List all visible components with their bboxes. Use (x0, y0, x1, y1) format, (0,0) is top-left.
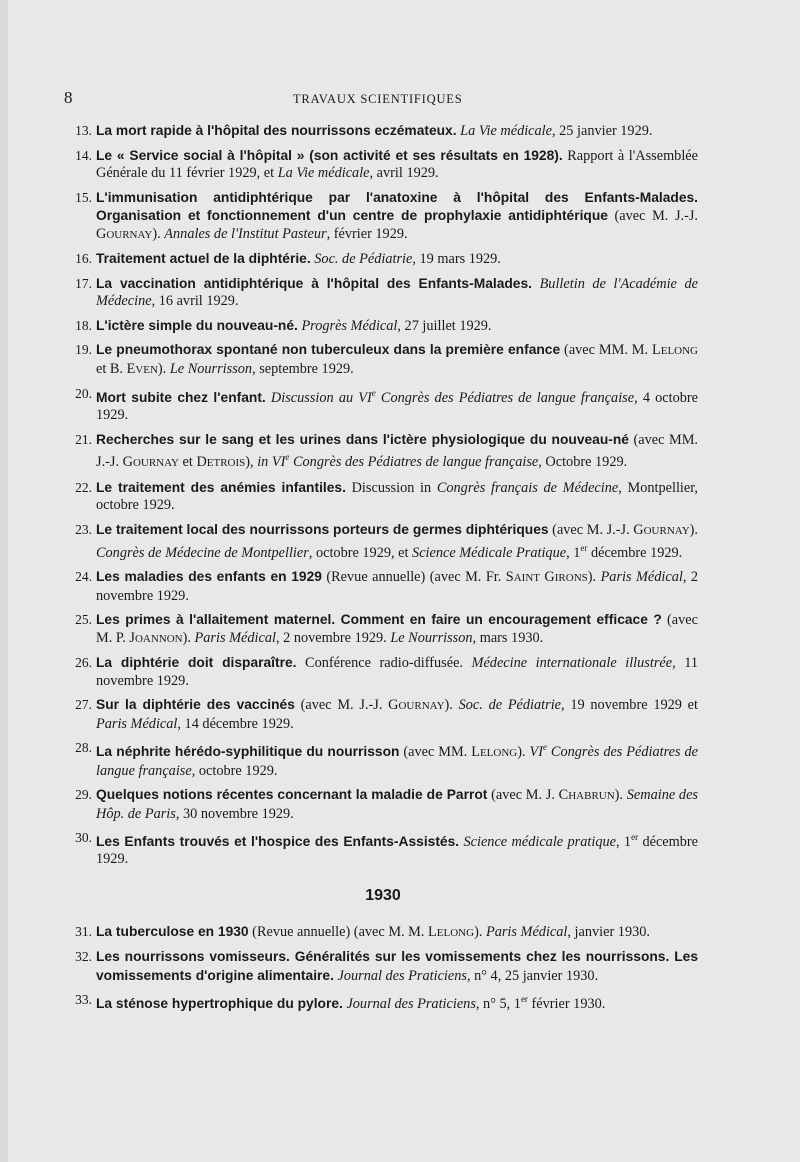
entry-title: Sur la diphtérie des vaccinés (96, 697, 295, 713)
bibliography-list (58, 122, 698, 1020)
bibliography-entry (58, 385, 698, 425)
entry-title: Le traitement local des nourrissons porteurs de germes diphtériques (96, 521, 549, 537)
bibliography-entry (58, 568, 698, 605)
entry-citation: Journal des Praticiens, n° 5, 1er février 1930. (346, 994, 606, 1013)
entry-citation: (avec M. J.-J. GOURNAY). Congrès de Médecine de Montpellier, octobre 1929, et Science Médicale Pratique, 1er décembre 1929. (96, 521, 698, 561)
entry-citation: Progrès Médical, 27 juillet 1929. (301, 317, 492, 334)
entry-number: 25. (75, 612, 92, 628)
entry-number: 17. (75, 275, 92, 291)
entry-number: 19. (75, 342, 92, 357)
entry-number: 24. (75, 569, 92, 585)
bibliography-entry (58, 991, 698, 1013)
entry-title: Traitement actuel de la diphtérie. (96, 251, 311, 266)
entry-number: 14. (75, 147, 92, 163)
entry-citation: (Revue annuelle) (avec M. Fr. SAINT GIRONS). Paris Médical, 2 novembre 1929. (96, 569, 698, 604)
entry-citation: (avec MM. J.-J. GOURNAY et DETROIS), in VIe Congrès des Pédiatres de langue française, Octobre 1929. (96, 431, 698, 471)
entry-citation: Discussion au VIe Congrès des Pédiatres de langue française, 4 octobre 1929. (96, 388, 698, 424)
document-page (8, 0, 800, 1162)
entry-citation: Conférence radio-diffusée. Médecine internationale illustrée, 11 novembre 1929. (96, 655, 698, 689)
entry-citation: (avec M. P. JOANNON). Paris Médical, 2 novembre 1929. Le Nourrisson, mars 1930. (96, 612, 698, 646)
entry-number: 30. (75, 830, 92, 846)
entry-title: La diphtérie doit disparaître. (96, 655, 297, 671)
bibliography-entry (58, 521, 698, 563)
running-head: TRAVAUX SCIENTIFIQUES (293, 92, 463, 106)
entry-title: L'immunisation antidiphtérique par l'anatoxine à l'hôpital des Enfants-Malades. Organisation et fonctionnement d'un centre de prophylaxie antidiphtérique (96, 189, 698, 223)
entry-number: 16. (75, 251, 92, 266)
entry-citation: (avec M. J.-J. GOURNAY). Annales de l'Institut Pasteur, février 1929. (96, 208, 698, 242)
entry-title: Recherches sur le sang et les urines dans l'ictère physiologique du nouveau-né (96, 431, 629, 447)
entry-number: 28. (75, 740, 92, 756)
entry-number: 26. (75, 655, 92, 671)
entry-citation: Rapport à l'Assemblée Générale du 11 février 1929, et La Vie médicale, avril 1929. (96, 147, 698, 181)
entry-title: La néphrite hérédo-syphilitique du nourrisson (96, 744, 400, 760)
entry-number: 21. (75, 431, 92, 447)
bibliography-entry (58, 275, 698, 311)
entry-title: L'ictère simple du nouveau-né. (96, 317, 298, 333)
entry-citation: La Vie médicale, 25 janvier 1929. (460, 123, 653, 139)
entry-citation: (avec MM. M. LELONG et B. EVEN). Le Nourrisson, septembre 1929. (96, 342, 699, 377)
entry-number: 23. (75, 521, 92, 537)
entry-number: 33. (75, 992, 92, 1008)
bibliography-entry (58, 479, 698, 515)
bibliography-entry (58, 786, 698, 823)
entry-number: 32. (75, 949, 92, 965)
entry-title: La tuberculose en 1930 (96, 923, 249, 939)
bibliography-entry (58, 317, 698, 336)
bibliography-entry (58, 739, 698, 780)
entries-1929 (58, 122, 698, 869)
entry-citation: Bulletin de l'Académie de Médecine, 16 avril 1929. (96, 275, 698, 309)
entry-title: La vaccination antidiphtérique à l'hôpital des Enfants-Malades. (96, 275, 532, 291)
page-number: 8 (64, 88, 73, 107)
bibliography-entry (58, 948, 698, 985)
bibliography-entry (58, 147, 698, 183)
entry-title: Quelques notions récentes concernant la maladie de Parrot (96, 787, 488, 803)
entries-1930 (58, 923, 698, 1014)
entry-citation: Journal des Praticiens, n° 4, 25 janvier 1930. (337, 967, 599, 984)
entry-citation: (Revue annuelle) (avec M. M. LELONG). Paris Médical, janvier 1930. (248, 923, 650, 940)
entry-citation: (avec M. J. CHABRUN). Semaine des Hôp. de Paris, 30 novembre 1929. (96, 787, 698, 822)
bibliography-entry (58, 341, 698, 379)
bibliography-entry (58, 654, 698, 690)
entry-title: Les primes à l'allaitement maternel. Comment en faire un encouragement efficace ? (96, 612, 662, 628)
entry-title: Les nourrissons vomisseurs. Généralités sur les vomissements chez les nourrissons. Les vomissements d'origine alimentaire. (96, 949, 698, 983)
entry-number: 15. (75, 189, 92, 205)
bibliography-entry (58, 611, 698, 648)
entry-citation: Science médicale pratique, 1er décembre 1929. (96, 832, 699, 868)
entry-citation: Soc. de Pédiatrie, 19 mars 1929. (314, 251, 501, 267)
entry-title: Le traitement des anémies infantiles. (96, 479, 346, 495)
bibliography-entry (58, 696, 698, 733)
entry-number: 20. (75, 386, 92, 401)
bibliography-entry (58, 431, 698, 473)
bibliography-entry (58, 122, 698, 141)
entry-number: 31. (75, 923, 92, 939)
year-heading: 1930 (365, 886, 401, 904)
entry-title: Le pneumothorax spontané non tuberculeux dans la première enfance (96, 342, 561, 357)
entry-title: Les Enfants trouvés et l'hospice des Enfants-Assistés. (96, 833, 460, 849)
entry-citation: (avec MM. LELONG). VIe Congrès des Pédiatres de langue française, octobre 1929. (96, 742, 698, 779)
bibliography-entry (58, 189, 698, 245)
entry-number: 29. (75, 787, 92, 803)
entry-title: Le « Service social à l'hôpital » (son activité et ses résultats en 1928). (96, 147, 563, 163)
entry-number: 18. (75, 317, 92, 333)
entry-title: Les maladies des enfants en 1929 (96, 569, 322, 585)
entry-title: La mort rapide à l'hôpital des nourrissons eczémateux. (96, 123, 457, 138)
entry-number: 13. (75, 123, 92, 138)
bibliography-entry (58, 250, 698, 269)
bibliography-entry (58, 923, 698, 943)
entry-number: 27. (75, 697, 92, 713)
bibliography-entry (58, 829, 698, 869)
entry-citation: (avec M. J.-J. GOURNAY). Soc. de Pédiatrie, 19 novembre 1929 et Paris Médical, 14 décembre 1929. (96, 697, 698, 732)
entry-number: 22. (75, 479, 92, 495)
entry-title: Mort subite chez l'enfant. (96, 389, 266, 405)
entry-title: La sténose hypertrophique du pylore. (96, 996, 343, 1012)
entry-citation: Discussion in Congrès français de Médecine, Montpellier, octobre 1929. (96, 479, 698, 514)
